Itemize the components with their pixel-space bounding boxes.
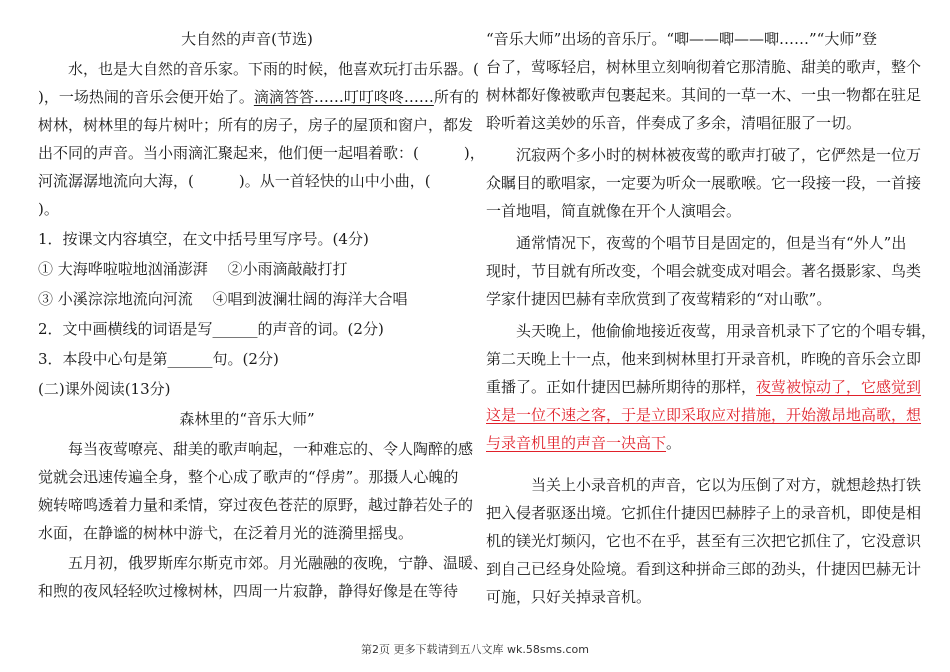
poem-title: 大自然的声音(节选) <box>181 30 313 48</box>
paragraph-line: 学家什捷因巴赫有幸欣赏到了夜莺精彩的“对山歌”。 <box>486 290 832 308</box>
paragraph-line: 觉就会迅速传遍全身，整个心成了歌声的“俘虏”。那摄人心魄的 <box>38 468 459 486</box>
paragraph-line: 河流潺潺地流向大海，( )。从一首轻快的山中小曲，( <box>38 172 431 190</box>
paragraph-line: 出不同的声音。当小雨滴汇聚起来，他们便一起唱着歌：( )， <box>38 144 485 162</box>
question-1: 1．按课文内容填空，在文中括号里写序号。(4分) <box>38 230 369 248</box>
paragraph-line <box>486 404 921 426</box>
page-footer: 第2页 更多下载请到五八文库 wk.58sms.com <box>360 643 590 656</box>
paragraph-line: 当关上小录音机的声音，它以为压倒了对方，就想趁热打铁 <box>531 476 922 494</box>
paragraph-line: 婉转啼鸣透着力量和柔情，穿过夜色苍茫的原野，越过静若处子的 <box>38 496 474 514</box>
paragraph-line <box>486 432 681 454</box>
paragraph-line: 和煦的夜风轻轻吹过橡树林，四周一片寂静，静得好像是在等待 <box>38 582 459 600</box>
options-row: ① 大海哗啦啦地汹涌澎湃 ②小雨滴敲敲打打 <box>38 260 348 278</box>
paragraph-line: 机的镁光灯频闪，它也不在乎，甚至有三次把它抓住了，它没意识 <box>486 532 922 550</box>
paragraph-line: 众瞩目的歌唱家，一定要为听众一展歌喉。它一段接一段，一首接 <box>486 174 922 192</box>
underlined-phrase: 滴滴答答……叮叮咚咚…… <box>253 88 434 106</box>
paragraph-text: 。 <box>666 434 682 452</box>
paragraph-line: 第二天晚上十一点，他来到树林里打开录音机，昨晚的音乐会立即 <box>486 350 922 368</box>
paragraph-line: “音乐大师”出场的音乐厅。“唧——唧——唧……”“大师”登 <box>486 30 878 48</box>
paragraph-text: )，一场热闹的音乐会便开始了。 <box>38 88 254 106</box>
paragraph-line: 一首地唱，简直就像在开个人演唱会。 <box>486 202 742 220</box>
options-row: ③ 小溪淙淙地流向河流 ④唱到波澜壮阔的海洋大合唱 <box>38 290 408 308</box>
highlighted-sentence: 这是一位不速之客，于是立即采取应对措施，开始激昂地高歌，想 <box>486 406 922 424</box>
paragraph-line: 通常情况下，夜莺的个唱节目是固定的，但是当有“外人”出 <box>516 234 907 252</box>
paragraph-line: 水，也是大自然的音乐家。下雨的时候，他喜欢玩打击乐器。( <box>68 60 479 78</box>
paragraph-line: 树林，树林里的每片树叶；所有的房子，房子的屋顶和窗户，都发 <box>38 116 474 134</box>
question-2: 2．文中画横线的词语是写______的声音的词。(2分) <box>38 320 384 338</box>
paragraph-line: 现时，节目就有所改变，个唱会就变成对唱会。著名摄影家、鸟类 <box>486 262 922 280</box>
article-title: 森林里的“音乐大师” <box>179 410 315 428</box>
paragraph-line: 树林都好像被歌声包裹起来。其间的一草一木、一虫一物都在驻足 <box>486 86 922 104</box>
paragraph-line: 五月初，俄罗斯库尔斯克市郊。月光融融的夜晚，宁静、温暖、 <box>68 554 489 572</box>
paragraph-line: 把入侵者驱逐出境。它抓住什捷因巴赫脖子上的录音机，即使是相 <box>486 504 922 522</box>
paragraph-text: 重播了。正如什捷因巴赫所期待的那样， <box>486 378 757 396</box>
paragraph-line: )。 <box>38 200 59 218</box>
paragraph-line: 每当夜莺嘹亮、甜美的歌声响起，一种难忘的、令人陶醉的感 <box>68 440 474 458</box>
paragraph-line: 可施，只好关掉录音机。 <box>486 588 652 606</box>
highlighted-sentence: 夜莺被惊动了，它感觉到 <box>756 378 922 396</box>
paragraph-line: 台了，莺啄轻启，树林里立刻响彻着它那清脆、甜美的歌声，整个 <box>486 58 922 76</box>
paragraph-line: 到自己已经身处险境。看到这种拼命三郎的劲头，什捷因巴赫无计 <box>486 560 922 578</box>
highlighted-sentence: 与录音机里的声音一决高下 <box>486 434 667 452</box>
paragraph-line <box>38 86 479 108</box>
paragraph-line: 水面，在静谧的树林中游弋，在泛着月光的涟漪里摇曳。 <box>38 524 414 542</box>
paragraph-line <box>486 376 921 398</box>
section-heading: (二)课外阅读(13分) <box>38 380 171 398</box>
paragraph-text: 所有的 <box>433 88 479 106</box>
paragraph-line: 头天晚上，他偷偷地接近夜莺，用录音机录下了它的个唱专辑， <box>516 322 937 340</box>
paragraph-line: 沉寂两个多小时的树林被夜莺的歌声打破了，它俨然是一位万 <box>516 146 922 164</box>
question-3: 3．本段中心句是第______句。(2分) <box>38 350 279 368</box>
paragraph-line: 聆听着这美妙的乐音，伴奏成了多余，清唱征服了一切。 <box>486 114 862 132</box>
